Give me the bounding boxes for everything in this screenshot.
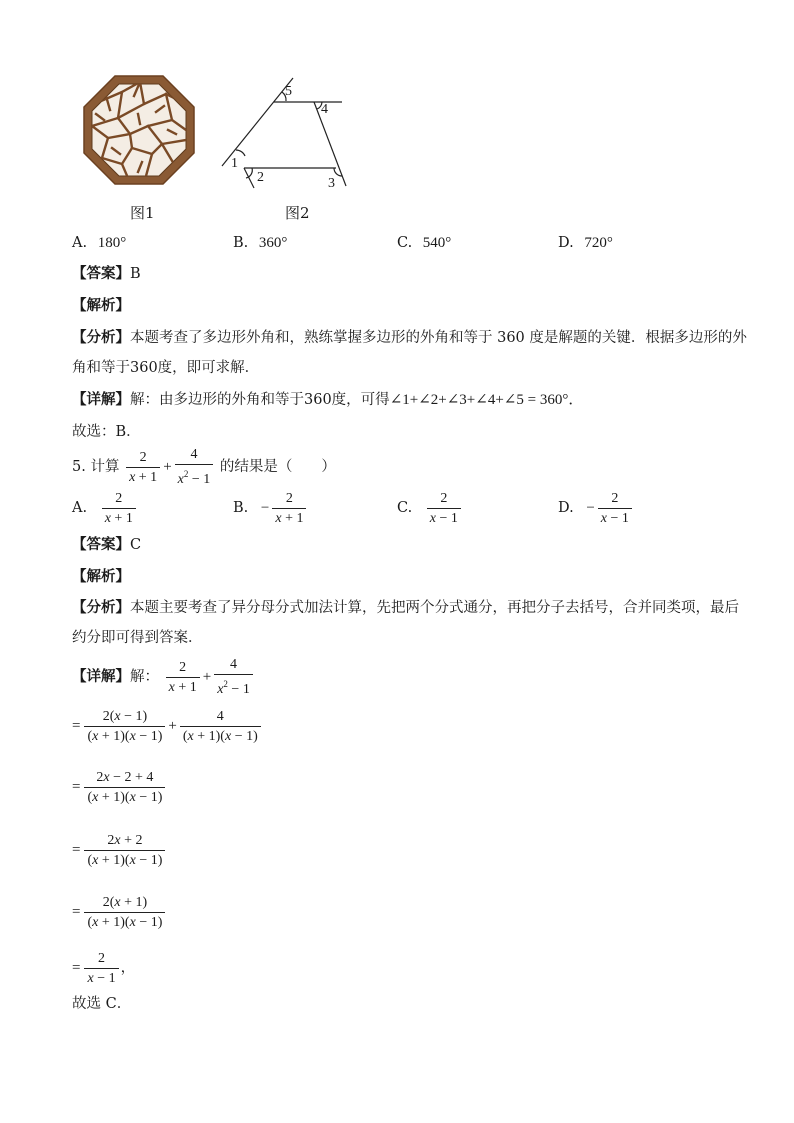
angle-label-3: 3 (328, 176, 335, 191)
angle-label-4: 4 (321, 102, 328, 117)
q5-option-a (72, 488, 138, 528)
q5-step-2: = $\frac{2x - 2 + 4}{(x + 1)(x - 1)}$ (72, 767, 167, 807)
q5-step-1: = $\frac{2(x - 1)}{(x + 1)(x - 1)}$ + $\frac{4}{(x + 1)(x - 1)}$ (72, 706, 263, 746)
q5-xiangjie-text: 解： (130, 669, 159, 685)
q5-step-3: = $\frac{2x + 2}{(x + 1)(x - 1)}$ (72, 830, 167, 870)
q5-option-c-frac: $\frac{2}{x - 1}$ (427, 490, 461, 527)
q5-step1-frac-2: $\frac{4}{(x + 1)(x - 1)}$ (180, 708, 261, 745)
q4-answer-value: B (130, 266, 141, 282)
q4-choice: 故选：B． (72, 424, 141, 440)
q4-xiangjie (72, 390, 583, 410)
q4-fenxi (72, 328, 747, 348)
q5-option-b: B. − $\frac{2}{x + 1}$ (233, 488, 308, 528)
q4-jiexi: 【解析】 (72, 297, 130, 314)
q5-option-b-frac: $\frac{2}{x + 1}$ (272, 490, 306, 527)
q4-option-a-text: 180° (97, 235, 127, 251)
q5-xiangjie-tag: 【详解】 (72, 668, 130, 685)
q5-choice: 故选 C． (72, 996, 132, 1012)
q4-option-c-text: 540° (422, 235, 452, 251)
q5-step0-frac-1: $\frac{2}{x + 1}$ (166, 659, 200, 696)
q5-fenxi-line1: 本题主要考查了异分母分式加法计算，先把两个分式通分，再把分子去括号，合并同类项，最后 (130, 600, 739, 616)
q4-option-a-letter: A. (72, 235, 88, 251)
q5-step5-comma: ， (120, 960, 136, 976)
q5-option-c (397, 488, 463, 528)
q5-step0-frac-2: $\frac{4}{x^2 - 1}$ (214, 656, 253, 698)
q5-step2-frac: $\frac{2x - 2 + 4}{(x + 1)(x - 1)}$ (84, 769, 165, 806)
figure-2-caption: 图2 (285, 204, 310, 222)
q4-xiangjie-tag: 【详解】 (72, 391, 130, 408)
q4-fenxi-line1: 本题考查了多边形外角和，熟练掌握多边形的外角和等于 360 度是解题的关键．根据多边形的外 (130, 330, 747, 346)
q4-option-b (233, 233, 287, 253)
q5-option-d-letter: D. (558, 500, 574, 516)
q5-step3-frac: $\frac{2x + 2}{(x + 1)(x - 1)}$ (84, 832, 165, 869)
q5-fenxi-tag: 【分析】 (72, 599, 130, 616)
q5-step5-frac: $\frac{2}{x - 1}$ (84, 950, 118, 987)
q5-xiangjie: 【详解】解： $\frac{2}{x + 1}$ + $\frac{4}{x^2 - 1}$ (72, 656, 255, 698)
q5-option-a-letter: A. (72, 500, 88, 516)
angle-label-5: 5 (285, 84, 292, 99)
q4-option-b-text: 360° (258, 235, 288, 251)
q4-option-b-letter: B. (233, 235, 249, 251)
q4-fenxi-line2: 角和等于360度，即可求解． (72, 360, 260, 376)
q5-stem-frac-2: $\frac{4}{x^2 - 1}$ (175, 446, 214, 488)
angle-label-2: 2 (257, 170, 264, 185)
figure-1-caption: 图1 (130, 204, 155, 222)
q5-jiexi: 【解析】 (72, 568, 130, 585)
q4-option-a (72, 233, 126, 253)
q5-stem: 5. 计算 $\frac{2}{x + 1}$ + $\frac{4}{x^2 - 1}$ 的结果是（ ） (72, 447, 336, 487)
q5-stem-prefix: 5. 计算 (72, 459, 120, 475)
q5-answer (72, 535, 141, 555)
q5-step4-frac: $\frac{2(x + 1)}{(x + 1)(x - 1)}$ (84, 894, 165, 931)
q4-answer (72, 264, 141, 284)
q4-fenxi-tag: 【分析】 (72, 329, 130, 346)
q5-option-c-letter: C. (397, 500, 413, 516)
q5-step-5: = $\frac{2}{x - 1}$ ， (72, 950, 136, 986)
q5-fenxi-line2: 约分即可得到答案． (72, 630, 203, 646)
q5-step-4: = $\frac{2(x + 1)}{(x + 1)(x - 1)}$ (72, 892, 167, 932)
q4-option-d-letter: D. (558, 235, 574, 251)
q5-option-b-letter: B. (233, 500, 249, 516)
q5-stem-suffix: 的结果是（ ） (219, 459, 336, 475)
q5-stem-frac-1: $\frac{2}{x + 1}$ (126, 449, 160, 486)
q4-xiangjie-math: ∠1+∠2+∠3+∠4+∠5 = 360°． (389, 392, 584, 408)
q4-option-d (558, 233, 613, 253)
q4-option-d-text: 720° (584, 235, 613, 251)
angle-label-1: 1 (231, 156, 238, 171)
q5-option-d-frac: $\frac{2}{x - 1}$ (598, 490, 632, 527)
q4-answer-tag: 【答案】 (72, 265, 130, 282)
q4-xiangjie-text: 解：由多边形的外角和等于360度，可得 (130, 392, 390, 408)
q5-fenxi (72, 598, 739, 618)
q5-step1-frac-1: $\frac{2(x - 1)}{(x + 1)(x - 1)}$ (84, 708, 165, 745)
q5-option-a-frac: $\frac{2}{x + 1}$ (102, 490, 136, 527)
q5-answer-tag: 【答案】 (72, 536, 130, 553)
figure-1 (82, 74, 196, 186)
q4-option-c-letter: C. (397, 235, 413, 251)
q5-answer-value: C (130, 537, 142, 553)
figure-2 (216, 74, 356, 194)
q4-option-c (397, 233, 451, 253)
q5-option-d: D. − $\frac{2}{x - 1}$ (558, 488, 634, 528)
